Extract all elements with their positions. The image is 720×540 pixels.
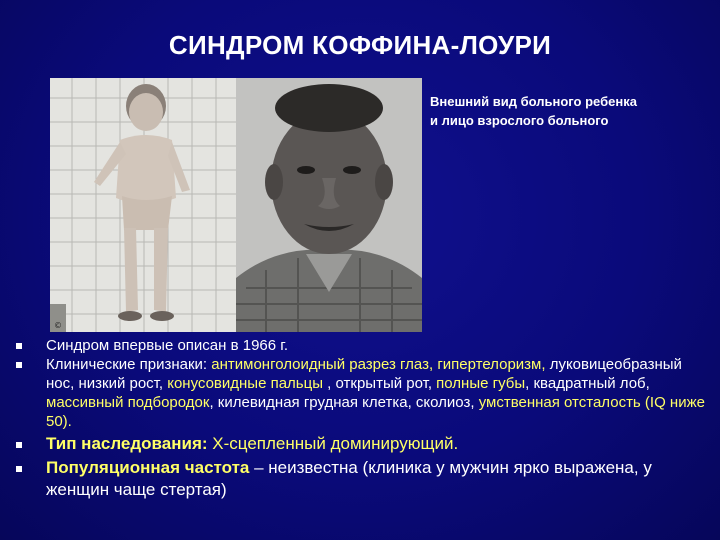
bullet-item	[14, 336, 714, 355]
bullet-square-icon	[16, 343, 22, 349]
child-photo	[50, 78, 236, 332]
bullet-square-icon	[16, 362, 22, 368]
bullet-text: , квадратный лоб,	[525, 375, 650, 392]
bullet-item	[14, 355, 714, 431]
bullet-text: Х-сцепленный доминирующий.	[207, 434, 459, 453]
bullet-text: Тип наследования:	[46, 434, 208, 453]
bullet-text: , открытый рот,	[323, 375, 437, 392]
slide-title: СИНДРОМ КОФФИНА-ЛОУРИ	[168, 30, 552, 60]
bullet-text: массивный подбородок	[46, 394, 210, 411]
photo-corner-mark: ©	[54, 321, 62, 330]
adult-photo	[236, 78, 422, 332]
bullet-square-icon	[16, 442, 22, 448]
bullet-square-icon	[16, 466, 22, 472]
photo-caption	[430, 92, 710, 130]
bullet-text: Популяционная частота	[46, 458, 250, 477]
caption-line-2: и лицо взрослого больного	[430, 113, 609, 128]
bullet-text: конусовидные пальцы	[167, 375, 323, 392]
bullet-text: антимонголоидный разрез глаз, гипертелоризм,	[211, 356, 546, 373]
bullet-item	[14, 457, 714, 501]
adult-photo-image	[236, 78, 422, 332]
bullet-text: , килевидная грудная клетка, сколиоз,	[209, 394, 479, 411]
caption-line-1: Внешний вид больного ребенка	[430, 94, 637, 109]
bullet-text: – неизвестна (клиника у мужчин ярко выражена, у женщин чаще стертая)	[46, 458, 652, 499]
child-photo-image	[50, 78, 236, 332]
bullet-text: полные губы	[436, 375, 526, 392]
bullet-text: умственная отсталость (IQ ниже 50).	[46, 394, 705, 430]
bullet-text: Клинические признаки:	[46, 356, 212, 373]
bullet-text: Синдром впервые описан в 1966 г.	[46, 337, 289, 354]
bullet-text: луковицеобразный нос, низкий рост,	[46, 356, 682, 392]
bullet-item	[14, 433, 714, 455]
bullet-list	[14, 336, 714, 501]
